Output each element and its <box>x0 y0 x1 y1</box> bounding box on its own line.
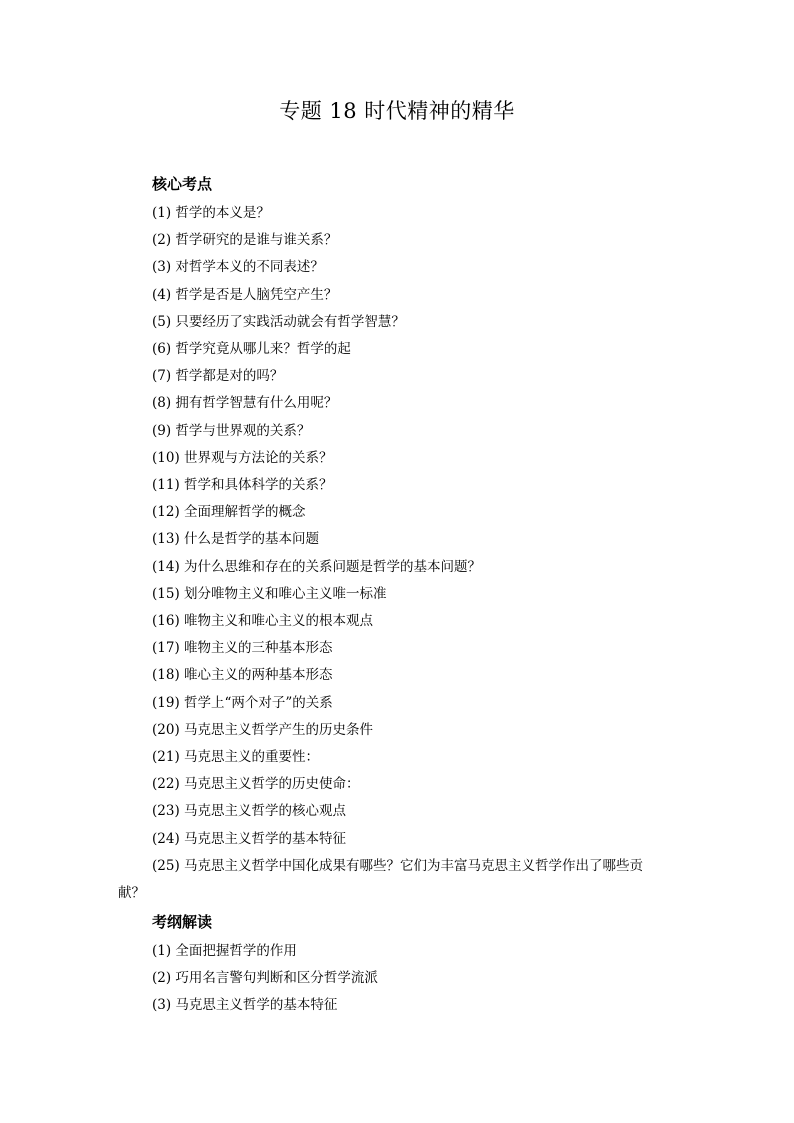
list-item: (10) 世界观与方法论的关系？ <box>152 449 333 466</box>
outline-heading: 考纲解读 <box>152 913 213 931</box>
list-item-line: (25) 马克思主义哲学中国化成果有哪些？它们为丰富马克思主义哲学作出了哪些贡 <box>152 857 644 874</box>
list-item: (4) 哲学是否是人脑凭空产生？ <box>152 286 338 303</box>
list-item: (13) 什么是哲学的基本问题 <box>152 531 320 548</box>
list-item: (20) 马克思主义哲学产生的历史条件 <box>152 721 374 738</box>
list-item: (23) 马克思主义哲学的核心观点 <box>152 803 347 820</box>
list-item: (1) 全面把握哲学的作用 <box>152 943 297 959</box>
list-item: (8) 拥有哲学智慧有什么用呢？ <box>152 395 338 412</box>
list-item: (17) 唯物主义的三种基本形态 <box>152 640 333 657</box>
page-title: 专题 18 时代精神的精华 <box>279 99 515 123</box>
list-item: (1) 哲学的本义是？ <box>152 205 270 221</box>
list-item: (11) 哲学和具体科学的关系？ <box>152 477 333 494</box>
list-item: (3) 对哲学本义的不同表述？ <box>152 259 324 276</box>
list-item: (24) 马克思主义哲学的基本特征 <box>152 830 347 847</box>
list-item: (2) 哲学研究的是谁与谁关系？ <box>152 232 338 249</box>
list-item: (22) 马克思主义哲学的历史使命： <box>152 776 360 793</box>
core-points-heading: 核心考点 <box>152 175 213 193</box>
core-points-list <box>118 200 672 907</box>
list-item: (15) 划分唯物主义和唯心主义唯一标准 <box>152 585 387 602</box>
list-item: (19) 哲学上“两个对子”的关系 <box>152 694 333 711</box>
list-item: (12) 全面理解哲学的概念 <box>152 504 306 521</box>
list-item: (18) 唯心主义的两种基本形态 <box>152 667 333 684</box>
list-item: (6) 哲学究竟从哪儿来？哲学的起 <box>152 341 351 358</box>
list-item: (5) 只要经历了实践活动就会有哲学智慧？ <box>152 313 405 330</box>
list-item: (3) 马克思主义哲学的基本特征 <box>152 997 338 1014</box>
list-item: (16) 唯物主义和唯心主义的根本观点 <box>152 613 374 630</box>
list-item: (14) 为什么思维和存在的关系问题是哲学的基本问题？ <box>152 558 482 575</box>
outline-list <box>152 938 672 1020</box>
list-item: (2) 巧用名言警句判断和区分哲学流派 <box>152 970 378 987</box>
list-item: (9) 哲学与世界观的关系？ <box>152 422 311 439</box>
list-item: (7) 哲学都是对的吗？ <box>152 368 284 385</box>
list-item-line: 献？ <box>118 885 145 902</box>
list-item-multiline <box>118 853 672 907</box>
list-item: (21) 马克思主义的重要性： <box>152 749 320 766</box>
